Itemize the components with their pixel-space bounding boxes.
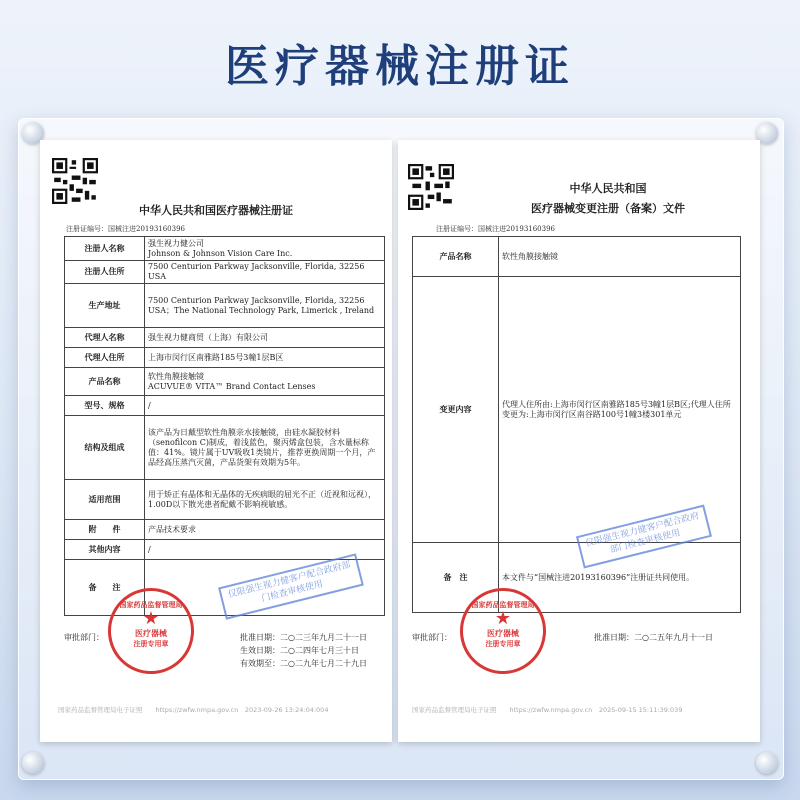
approval-date: 批准日期：二○二三年九月二十一日 bbox=[240, 633, 367, 642]
row-value: 用于矫正有晶体和无晶体的无疾病眼的屈光不正（近视和远视），1.00D以下散光患者配戴不影响视敏感。 bbox=[145, 480, 385, 520]
row-value: 该产品为日戴型软性角膜亲水接触镜，由硅水凝胶材料（senofilcon C)制成，着浅蓝色，聚丙烯盒包装，含水量标称值：41%。镜片属于UV吸收1类镜片，推荐更换周期一个月，产品经高压蒸汽灭菌，产品货架有效期为5年。 bbox=[145, 416, 385, 480]
change-registration-document bbox=[398, 140, 760, 742]
row-label: 产品名称 bbox=[413, 237, 499, 277]
official-seal bbox=[108, 588, 194, 674]
row-value: 强生视力健商贸（上海）有限公司 bbox=[145, 328, 385, 348]
row-label: 结构及组成 bbox=[65, 416, 145, 480]
table-row bbox=[65, 396, 385, 416]
e-license-site: 国家药品监督管理局电子证照 https://zwfw.nmpa.gov.cn 2023-09-26 13:24:04:004 bbox=[58, 706, 329, 714]
expiry-date: 有效期至：二○二九年七月二十九日 bbox=[240, 659, 367, 668]
seal-sub2: 注册专用章 bbox=[133, 640, 169, 648]
row-value: / bbox=[145, 396, 385, 416]
official-seal bbox=[460, 588, 546, 674]
row-label: 注册人住所 bbox=[65, 261, 145, 284]
row-label: 代理人名称 bbox=[65, 328, 145, 348]
row-label: 其他内容 bbox=[65, 540, 145, 560]
row-value: 代理人住所由:上海市闵行区南雅路185号3幢1层B区;代理人住所变更为:上海市闵行区南谷路100号1幢3楼301单元 bbox=[499, 277, 741, 543]
row-label: 变更内容 bbox=[413, 277, 499, 543]
banner-title: 医疗器械注册证 bbox=[225, 41, 575, 92]
change-title-line2: 医疗器械变更注册（备案）文件 bbox=[531, 202, 685, 215]
qr-code-icon bbox=[52, 158, 98, 204]
table-row bbox=[65, 416, 385, 480]
screw-icon bbox=[756, 752, 778, 774]
row-value: 本文件与“国械注进20193160396”注册证共同使用。 bbox=[499, 543, 741, 613]
table-row bbox=[65, 261, 385, 284]
seal-sub1: 医疗器械 bbox=[487, 629, 519, 638]
star-icon: ★ bbox=[142, 608, 160, 629]
approval-department: 审批部门： bbox=[412, 633, 452, 642]
row-label: 适用范围 bbox=[65, 480, 145, 520]
change-title-line1: 中华人民共和国 bbox=[569, 182, 647, 195]
row-value: 上海市闵行区南雅路185号3幢1层B区 bbox=[145, 348, 385, 368]
table-row bbox=[65, 237, 385, 261]
registration-number: 注册证编号：国械注进20193160396 bbox=[66, 225, 185, 233]
table-row bbox=[65, 368, 385, 396]
star-icon: ★ bbox=[494, 608, 512, 629]
row-value: / bbox=[145, 540, 385, 560]
row-label: 生产地址 bbox=[65, 284, 145, 328]
seal-sub2: 注册专用章 bbox=[485, 640, 521, 648]
certificate-title: 中华人民共和国医疗器械注册证 bbox=[139, 204, 293, 217]
table-row bbox=[65, 540, 385, 560]
row-label: 产品名称 bbox=[65, 368, 145, 396]
row-value: 7500 Centurion Parkway Jacksonville, Florida, 32256 USA bbox=[145, 261, 385, 284]
customer-stamp: 仅限强生视力健客户配合政府部门检查审核使用 bbox=[218, 553, 364, 620]
table-row bbox=[65, 520, 385, 540]
row-label: 附 件 bbox=[65, 520, 145, 540]
seal-text: 国家药品监督管理局 bbox=[119, 601, 183, 609]
table-row bbox=[65, 284, 385, 328]
row-value: 产品技术要求 bbox=[145, 520, 385, 540]
seal-sub1: 医疗器械 bbox=[135, 629, 167, 638]
row-label: 注册人名称 bbox=[65, 237, 145, 261]
seal-text: 国家药品监督管理局 bbox=[471, 601, 535, 609]
registration-certificate bbox=[40, 140, 392, 742]
row-label: 型号、规格 bbox=[65, 396, 145, 416]
approval-department: 审批部门： bbox=[64, 633, 104, 642]
row-label: 备 注 bbox=[65, 560, 145, 616]
e-license-site: 国家药品监督管理局电子证照 https://zwfw.nmpa.gov.cn 2025-09-15 15:11:39:039 bbox=[412, 706, 683, 714]
row-value: 7500 Centurion Parkway Jacksonville, Florida, 32256 USA；The National Technology Park, Limerick , Ireland bbox=[145, 284, 385, 328]
approval-date: 批准日期：二○二五年九月十一日 bbox=[594, 633, 713, 642]
registration-number: 注册证编号：国械注进20193160396 bbox=[436, 225, 555, 233]
row-value: 强生视力健公司 Johnson & Johnson Vision Care Inc. bbox=[145, 237, 385, 261]
table-row bbox=[65, 480, 385, 520]
screw-icon bbox=[22, 752, 44, 774]
change-table bbox=[412, 236, 741, 613]
qr-code-icon bbox=[408, 164, 454, 210]
table-row bbox=[65, 348, 385, 368]
row-label: 代理人住所 bbox=[65, 348, 145, 368]
effective-date: 生效日期：二○二四年七月三十日 bbox=[240, 646, 359, 655]
row-value: 软性角膜接触镜 ACUVUE® VITA™ Brand Contact Lenses bbox=[145, 368, 385, 396]
row-label: 备 注 bbox=[413, 543, 499, 613]
row-value: 软性角膜接触镜 bbox=[499, 237, 741, 277]
table-row bbox=[65, 328, 385, 348]
customer-stamp: 仅限强生视力健客户配合政府部门检查审核使用 bbox=[576, 505, 712, 569]
